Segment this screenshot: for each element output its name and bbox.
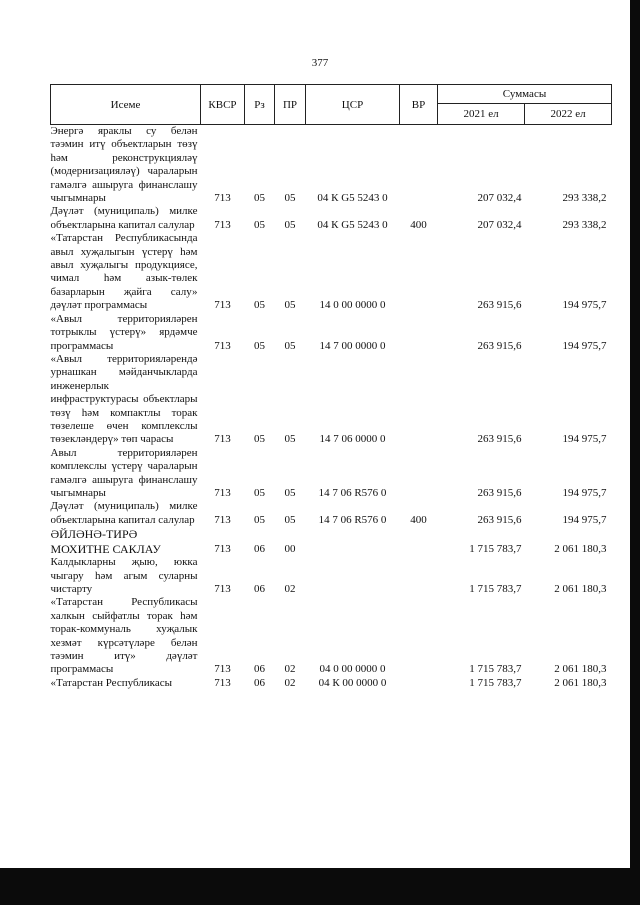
table-row (51, 313, 612, 353)
row-kvsr: 713 (214, 218, 231, 231)
row-rz: 06 (254, 542, 265, 555)
row-rz: 05 (254, 192, 265, 205)
row-vr (400, 313, 438, 353)
header-csr: ЦСР (306, 85, 400, 125)
row-vr (400, 232, 438, 312)
row-pr: 00 (284, 542, 296, 555)
row-pr: 05 (284, 339, 296, 352)
row-rz: 05 (254, 299, 265, 312)
row-name: Дәүләт (муниципаль) милке объектларына капитал салулар (50, 500, 198, 526)
row-vr: 400 (410, 218, 427, 231)
row-kvsr: 713 (214, 339, 231, 352)
row-csr (306, 527, 400, 556)
table-row (51, 677, 612, 690)
row-csr: 14 7 06 R576 0 (318, 486, 387, 499)
header-kvsr: КВСР (201, 85, 245, 125)
table-row (51, 125, 612, 206)
row-csr: 14 7 06 0000 0 (319, 433, 386, 446)
row-amount-2021: 263 915,6 (477, 486, 522, 499)
row-name: «Авыл территорияләрендә урнашкан мәйданчыкларда инженерлык инфраструктурасы объектлары төзү һәм компактлы торак төзелеше өчен комплекслы төзекләндерү» төп чарасы (50, 352, 198, 446)
row-csr: 14 7 00 0000 0 (319, 339, 386, 352)
page-number: 377 (311, 57, 329, 69)
row-pr: 05 (284, 218, 296, 231)
row-kvsr: 713 (214, 299, 231, 312)
row-pr: 05 (284, 486, 296, 499)
row-name: «Авыл территорияләрен тотрыклы үстерү» ярдәмче программасы (50, 312, 198, 352)
row-rz: 06 (254, 663, 265, 676)
header-sums: Суммасы (438, 85, 612, 104)
row-name: Энергә яраклы су белән тәэмин итү объектларын төзү һәм реконструкцияләү (модернизацияләү) чараларын гамәлгә ашыруга финанслашу чыгымнары (50, 125, 198, 205)
row-amount-2022: 194 975,7 (562, 339, 607, 352)
row-amount-2022: 293 338,2 (562, 192, 607, 205)
header-pr: ПР (275, 85, 306, 125)
row-csr: 14 0 00 0000 0 (319, 299, 386, 312)
row-rz: 05 (254, 513, 265, 526)
table-row (51, 500, 612, 527)
header-name: Исеме (51, 85, 201, 125)
row-amount-2021: 263 915,6 (477, 339, 522, 352)
table-row (51, 353, 612, 447)
row-rz: 05 (254, 486, 265, 499)
table-row (51, 205, 612, 232)
row-vr: 400 (410, 513, 427, 526)
row-vr (400, 353, 438, 447)
row-name: Авыл территорияләрен комплекслы үстерү чараларын гамәлгә ашыруга финанслашу чыгымнары (50, 446, 198, 499)
row-rz: 06 (254, 583, 265, 595)
row-amount-2022: 2 061 180,3 (554, 676, 607, 689)
header-year-2021: 2021 ел (438, 104, 525, 125)
row-csr: 14 7 06 R576 0 (318, 513, 387, 526)
row-vr (400, 556, 438, 596)
row-csr: 04 0 00 0000 0 (319, 663, 386, 676)
scan-edge-bottom (0, 868, 640, 905)
row-pr: 02 (284, 663, 296, 676)
row-kvsr: 713 (214, 433, 231, 446)
row-pr: 02 (284, 676, 296, 689)
row-name: «Татарстан Республикасында авыл хуҗалыгын үстерү һәм авыл хуҗалыгы продукциясе, чимал һәм азык-төлек базарларын җайга салу» дәүләт программасы (50, 232, 198, 312)
table-row (51, 556, 612, 596)
row-amount-2022: 194 975,7 (562, 513, 607, 526)
row-amount-2022: 293 338,2 (562, 218, 607, 231)
row-amount-2021: 1 715 783,7 (469, 676, 522, 689)
table-row (51, 447, 612, 501)
table-header (51, 85, 612, 125)
row-amount-2021: 263 915,6 (477, 513, 522, 526)
row-name: ӘЙЛӘНӘ-ТИРӘ МОХИТНЕ САКЛАУ (50, 527, 161, 556)
row-pr: 05 (284, 513, 296, 526)
row-rz: 05 (254, 433, 265, 446)
row-vr (400, 527, 438, 556)
row-amount-2021: 1 715 783,7 (469, 542, 522, 555)
row-amount-2022: 194 975,7 (562, 299, 607, 312)
table-row (51, 596, 612, 676)
row-csr: 04 К G5 5243 0 (317, 192, 388, 205)
row-kvsr: 713 (214, 192, 231, 205)
row-rz: 05 (254, 218, 265, 231)
row-kvsr: 713 (214, 486, 231, 499)
row-name: Дәүләт (муниципаль) милке объектларына капитал салулар (50, 205, 198, 231)
row-rz: 06 (254, 676, 265, 689)
budget-table (50, 84, 612, 690)
row-name: «Татарстан Республикасы (50, 676, 172, 689)
row-amount-2021: 263 915,6 (477, 299, 522, 312)
row-amount-2021: 1 715 783,7 (469, 583, 522, 595)
row-kvsr: 713 (214, 542, 231, 555)
table-row (51, 527, 612, 556)
row-kvsr: 713 (214, 663, 231, 676)
row-amount-2021: 207 032,4 (477, 218, 522, 231)
row-amount-2022: 2 061 180,3 (554, 663, 607, 676)
row-amount-2021: 1 715 783,7 (469, 663, 522, 676)
row-vr (400, 677, 438, 690)
row-csr: 04 К G5 5243 0 (317, 218, 388, 231)
row-kvsr: 713 (214, 676, 231, 689)
row-rz: 05 (254, 339, 265, 352)
row-amount-2022: 194 975,7 (562, 486, 607, 499)
row-name: Калдыкларны җыю, юкка чыгару һәм агым суларны чистарту (50, 556, 198, 595)
row-pr: 05 (284, 299, 296, 312)
row-name: «Татарстан Республикасы халкын сыйфатлы торак һәм торак-коммуналь хуҗалык хезмәт күрсәтүләре белән тәэмин итү» дәүләт программасы (50, 596, 198, 676)
row-amount-2022: 2 061 180,3 (554, 542, 607, 555)
row-amount-2022: 194 975,7 (562, 433, 607, 446)
row-vr (400, 125, 438, 206)
row-csr (306, 556, 400, 596)
row-pr: 02 (284, 583, 296, 595)
row-pr: 05 (284, 192, 296, 205)
row-kvsr: 713 (214, 583, 231, 595)
row-csr: 04 К 00 0000 0 (318, 676, 387, 689)
header-vr: ВР (400, 85, 438, 125)
row-amount-2022: 2 061 180,3 (554, 583, 607, 595)
row-kvsr: 713 (214, 513, 231, 526)
row-vr (400, 596, 438, 676)
header-rz: Рз (245, 85, 275, 125)
row-amount-2021: 263 915,6 (477, 433, 522, 446)
header-year-2022: 2022 ел (525, 104, 612, 125)
table-body (51, 125, 612, 691)
row-amount-2021: 207 032,4 (477, 192, 522, 205)
scan-edge-right (630, 0, 640, 905)
row-pr: 05 (284, 433, 296, 446)
row-vr (400, 447, 438, 501)
table-row (51, 232, 612, 312)
